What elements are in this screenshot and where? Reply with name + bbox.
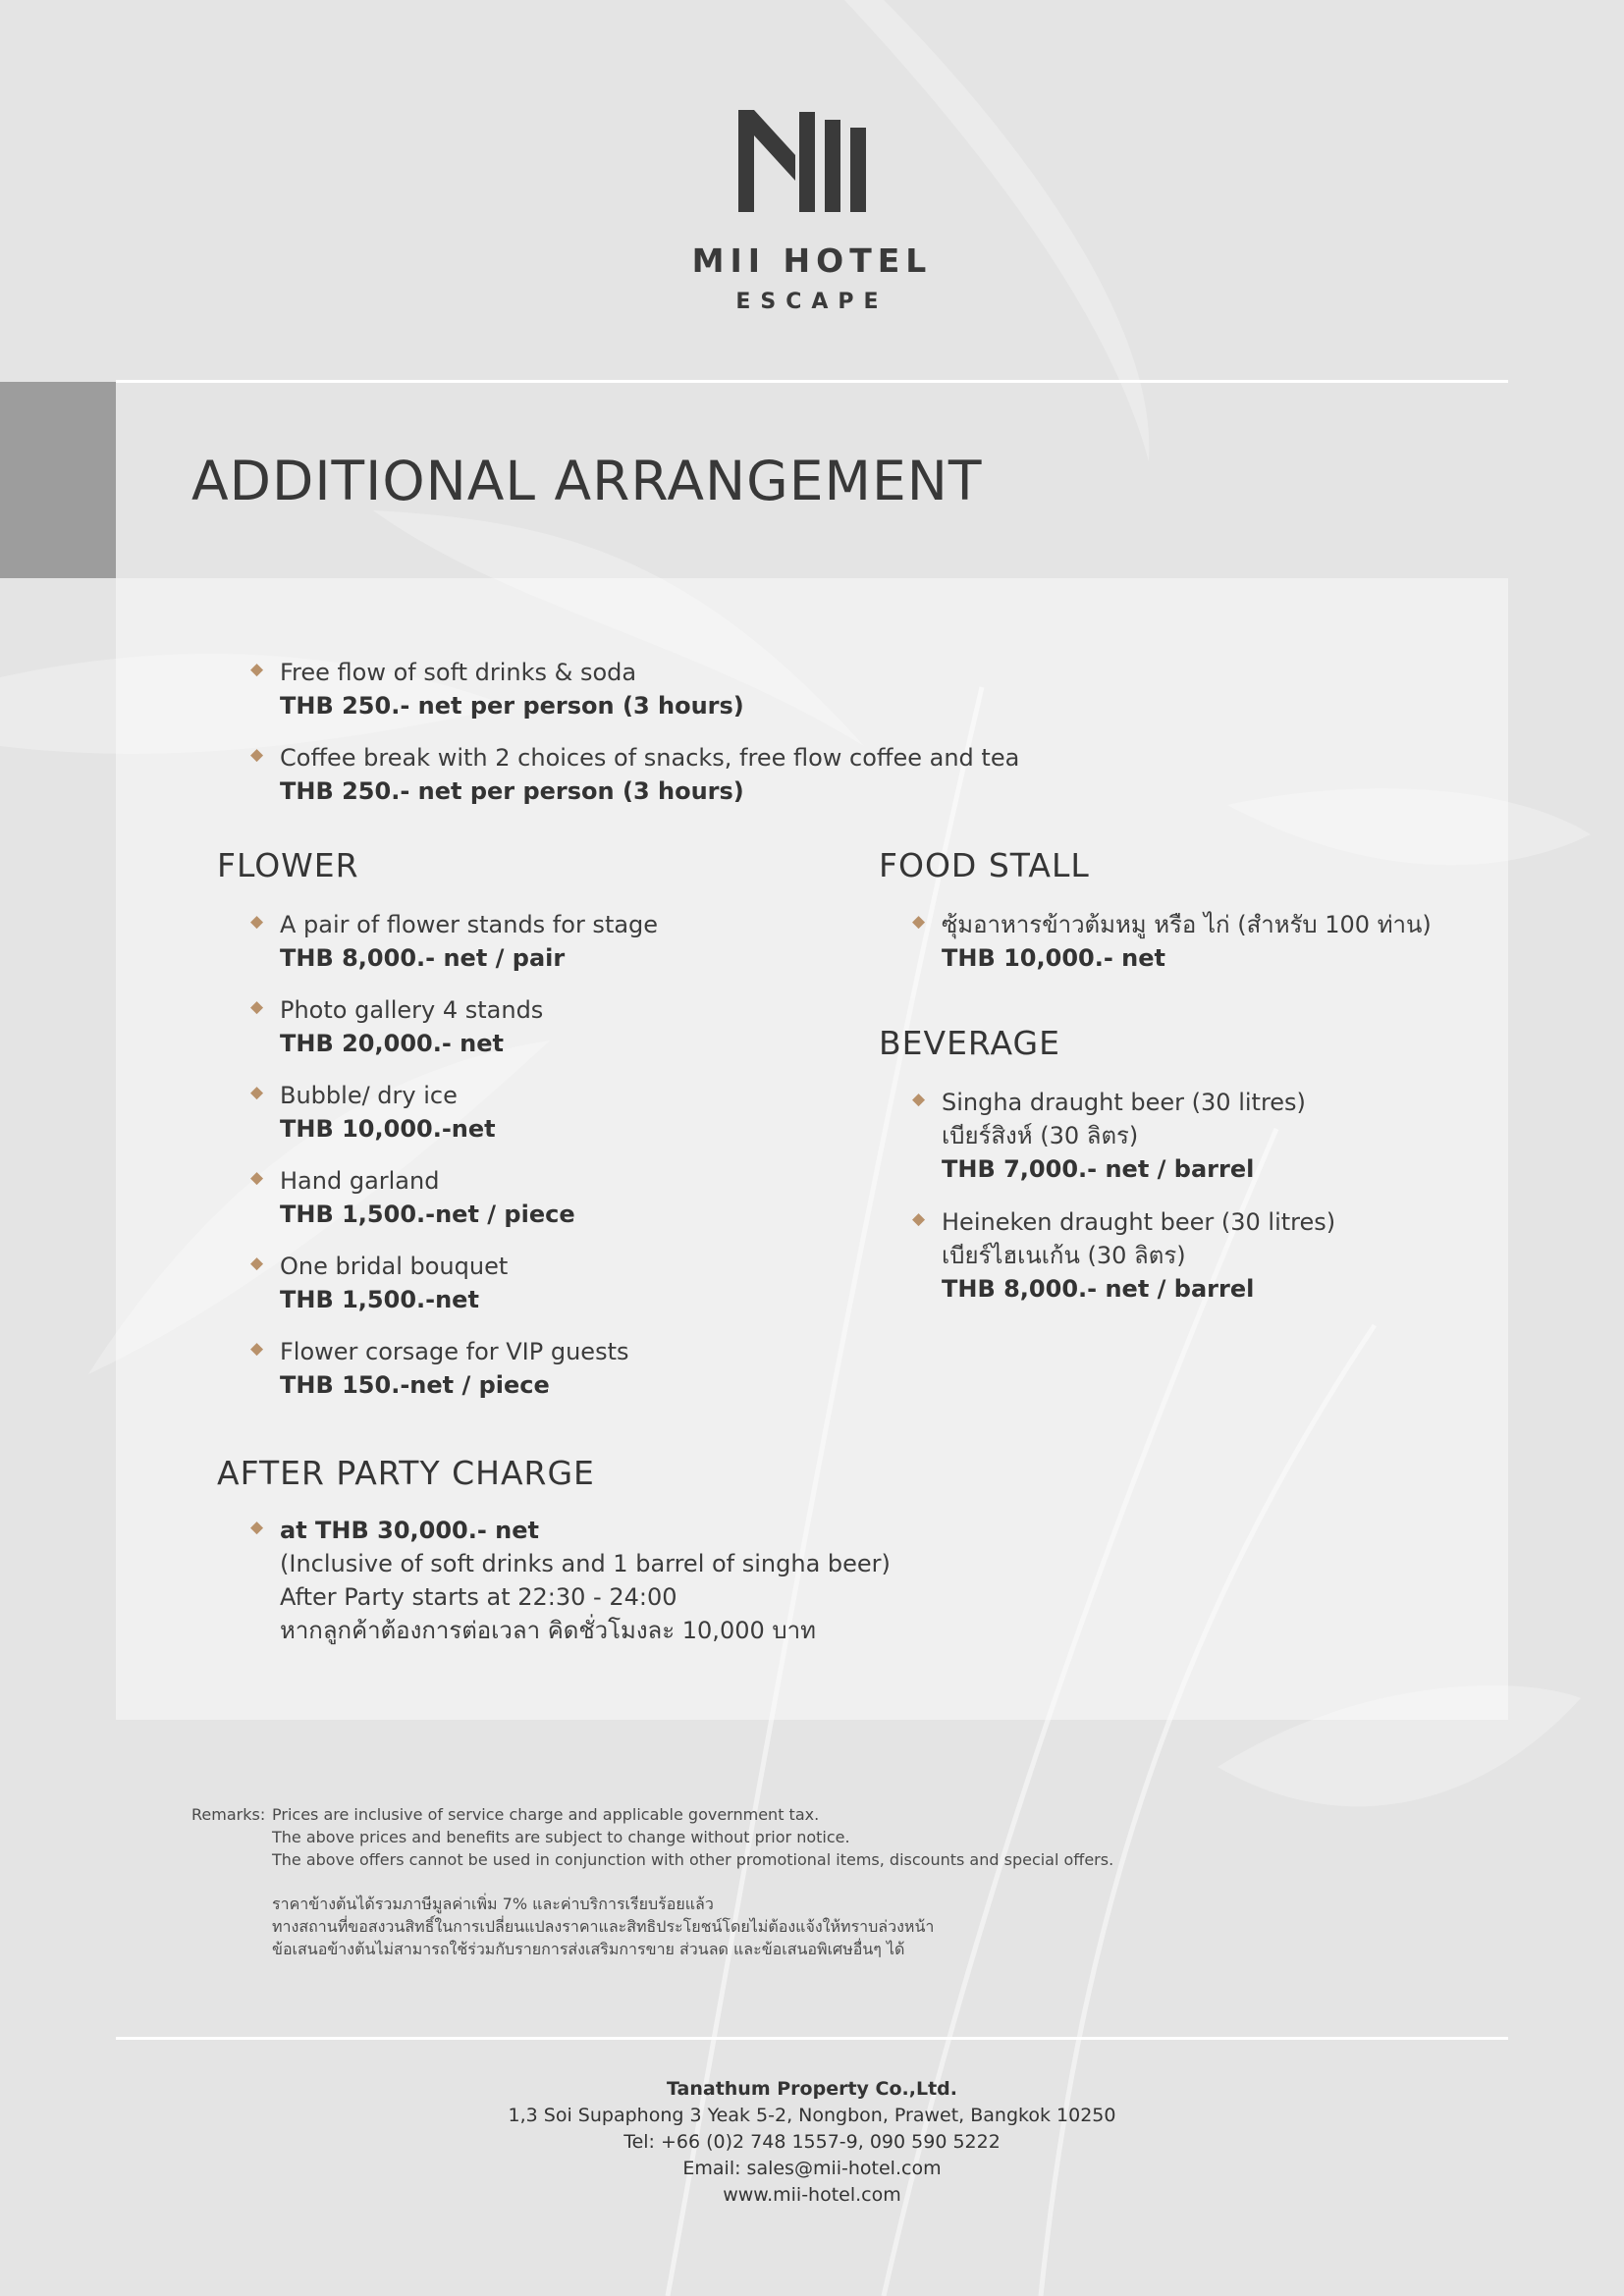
hotel-logo xyxy=(0,110,1624,314)
company-name: Tanathum Property Co.,Ltd. xyxy=(667,2078,957,2100)
diamond-bullet-icon: ◆ xyxy=(250,745,264,765)
item-price: THB 20,000.- net xyxy=(280,1030,504,1057)
diamond-bullet-icon: ◆ xyxy=(250,1083,264,1102)
item-price: THB 250.- net per person (3 hours) xyxy=(280,692,744,720)
diamond-bullet-icon: ◆ xyxy=(250,1168,264,1188)
item-price: THB 1,500.-net / piece xyxy=(280,1201,575,1228)
item-description: Bubble/ dry ice xyxy=(280,1082,458,1109)
header-accent-tab xyxy=(0,382,116,578)
item-description-thai: เบียร์ไฮเนเก้น (30 ลิตร) xyxy=(942,1242,1186,1269)
item-description: Heineken draught beer (30 litres) xyxy=(942,1208,1336,1236)
flower-item xyxy=(250,908,658,975)
brand-name: MII HOTEL xyxy=(691,241,933,280)
brand-tagline: ESCAPE xyxy=(735,290,889,314)
intro-item xyxy=(250,656,744,722)
flower-item xyxy=(250,1250,508,1316)
flower-item xyxy=(250,1335,629,1402)
diamond-bullet-icon: ◆ xyxy=(250,1254,264,1273)
item-description: Photo gallery 4 stands xyxy=(280,996,544,1024)
item-description: Flower corsage for VIP guests xyxy=(280,1338,629,1365)
remark-line-thai: ราคาข้างต้นได้รวมภาษีมูลค่าเพิ่ม 7% และค่าบริการเรียบร้อยแล้ว xyxy=(272,1895,714,1913)
diamond-bullet-icon: ◆ xyxy=(912,912,926,932)
item-description: Coffee break with 2 choices of snacks, free flow coffee and tea xyxy=(280,744,1020,772)
item-price: THB 10,000.-net xyxy=(280,1115,496,1143)
flower-item xyxy=(250,993,543,1060)
item-description: A pair of flower stands for stage xyxy=(280,911,659,938)
company-address: 1,3 Soi Supaphong 3 Yeak 5-2, Nongbon, Prawet, Bangkok 10250 xyxy=(508,2105,1116,2126)
remark-line: Prices are inclusive of service charge and applicable government tax. xyxy=(272,1805,820,1824)
page-title: ADDITIONAL ARRANGEMENT xyxy=(191,450,983,512)
company-phone[interactable]: Tel: +66 (0)2 748 1557-9, 090 590 5222 xyxy=(623,2131,1001,2153)
diamond-bullet-icon: ◆ xyxy=(912,1090,926,1109)
item-price: THB 7,000.- net / barrel xyxy=(942,1155,1255,1183)
item-description: Hand garland xyxy=(280,1167,440,1195)
flower-section-title: FLOWER xyxy=(217,846,359,884)
item-price: THB 8,000.- net / pair xyxy=(280,944,566,972)
food-stall-item xyxy=(912,908,1432,975)
remarks-label: Remarks: xyxy=(191,1805,266,1824)
company-email[interactable]: Email: sales@mii-hotel.com xyxy=(682,2158,942,2179)
item-description: One bridal bouquet xyxy=(280,1253,509,1280)
beverage-section-title: BEVERAGE xyxy=(879,1024,1060,1062)
remarks-block xyxy=(191,1803,1113,1960)
diamond-bullet-icon: ◆ xyxy=(250,997,264,1017)
company-website[interactable]: www.mii-hotel.com xyxy=(723,2184,901,2206)
item-price: at THB 30,000.- net xyxy=(280,1517,540,1544)
top-divider xyxy=(116,380,1508,383)
remark-line: The above offers cannot be used in conjunction with other promotional items, discounts and special offers. xyxy=(272,1850,1114,1869)
food-stall-section-title: FOOD STALL xyxy=(879,846,1090,884)
remark-line-thai: ทางสถานที่ขอสงวนสิทธิ์ในการเปลี่ยนแปลงราคาและสิทธิประโยชน์โดยไม่ต้องแจ้งให้ทราบล่วงหน้า xyxy=(272,1917,935,1936)
item-price: THB 1,500.-net xyxy=(280,1286,479,1313)
diamond-bullet-icon: ◆ xyxy=(250,1339,264,1359)
item-note: (Inclusive of soft drinks and 1 barrel of singha beer) xyxy=(280,1550,891,1577)
item-description: Singha draught beer (30 litres) xyxy=(942,1089,1306,1116)
remark-line-thai: ข้อเสนอข้างต้นไม่สามารถใช้ร่วมกับรายการส่งเสริมการขาย ส่วนลด และข้อเสนอพิเศษอื่นๆ ได้ xyxy=(272,1940,905,1958)
beverage-item xyxy=(912,1205,1335,1306)
item-price: THB 250.- net per person (3 hours) xyxy=(280,777,744,805)
beverage-item xyxy=(912,1086,1306,1186)
item-price: THB 150.-net / piece xyxy=(280,1371,550,1399)
item-price: THB 10,000.- net xyxy=(942,944,1165,972)
item-note: After Party starts at 22:30 - 24:00 xyxy=(280,1583,677,1611)
item-description: ซุ้มอาหารข้าวต้มหมู หรือ ไก่ (สำหรับ 100 ท่าน) xyxy=(942,911,1432,938)
remark-line: The above prices and benefits are subject to change without prior notice. xyxy=(272,1828,850,1846)
item-description: Free flow of soft drinks & soda xyxy=(280,659,637,686)
after-party-section-title: AFTER PARTY CHARGE xyxy=(217,1454,595,1492)
flower-item xyxy=(250,1164,575,1231)
footer-contact xyxy=(0,2076,1624,2209)
after-party-item xyxy=(250,1514,891,1647)
diamond-bullet-icon: ◆ xyxy=(250,660,264,679)
bottom-divider xyxy=(116,2037,1508,2040)
item-description-thai: เบียร์สิงห์ (30 ลิตร) xyxy=(942,1122,1139,1149)
item-note: หากลูกค้าต้องการต่อเวลา คิดชั่วโมงละ 10,000 บาท xyxy=(280,1617,816,1644)
mii-logo-icon xyxy=(738,110,886,212)
diamond-bullet-icon: ◆ xyxy=(912,1209,926,1229)
item-price: THB 8,000.- net / barrel xyxy=(942,1275,1255,1303)
diamond-bullet-icon: ◆ xyxy=(250,1518,264,1537)
diamond-bullet-icon: ◆ xyxy=(250,912,264,932)
intro-item xyxy=(250,741,1019,808)
flower-item xyxy=(250,1079,496,1146)
